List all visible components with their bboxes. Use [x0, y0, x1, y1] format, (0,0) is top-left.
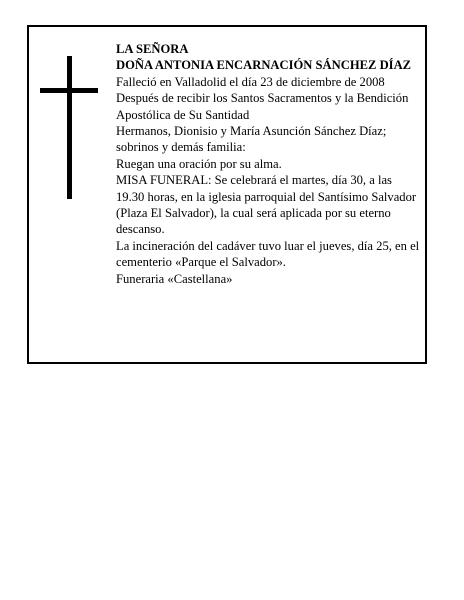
latin-cross-icon [40, 56, 98, 199]
obituary-notice [27, 25, 427, 364]
prayer-paragraph: Ruegan una oración por su alma. [116, 156, 282, 171]
sacraments-paragraph: Después de recibir los Santos Sacramentos y la Bendición Apostólica de Su Santidad [116, 91, 409, 122]
cross-horizontal-bar [40, 88, 98, 93]
death-date-paragraph: Falleció en Valladolid el día 23 de diciembre de 2008 [116, 74, 385, 89]
funeral-mass-paragraph: MISA FUNERAL: Se celebrará el martes, día 30, a las 19.30 horas, en la iglesia parroquial del Santísimo Salvador (Plaza El Salvador), la cual será aplicada por su eterno descanso. [116, 173, 417, 237]
family-paragraph: Hermanos, Dionisio y María Asunción Sánchez Díaz; sobrinos y demás familia: [116, 124, 387, 155]
funeral-home-paragraph: Funeraria «Castellana» [116, 271, 233, 286]
deceased-title: LA SEÑORA [116, 42, 189, 56]
deceased-name: DOÑA ANTONIA ENCARNACIÓN SÁNCHEZ DÍAZ [116, 58, 412, 73]
notice-text [116, 41, 422, 287]
cremation-paragraph: La incineración del cadáver tuvo luar el jueves, día 25, en el cementerio «Parque el Salvador». [116, 238, 420, 270]
cross-vertical-bar [67, 56, 72, 199]
